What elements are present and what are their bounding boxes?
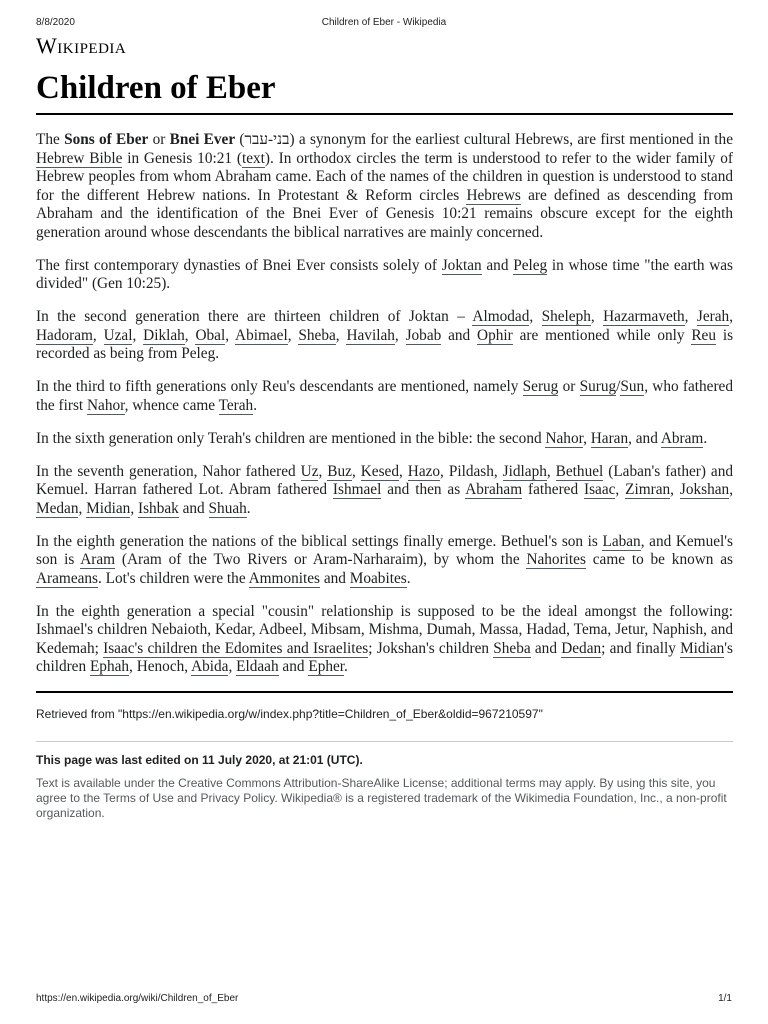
wiki-link[interactable]: Obal [195,326,226,344]
paragraph [36,603,733,677]
text-run: came to be known as [585,551,733,568]
wiki-link[interactable]: Nahor [545,429,584,447]
text-run: , [287,326,299,344]
text-run: , [130,499,138,517]
wiki-link[interactable]: Abram [660,429,704,447]
text-run: and [441,326,478,344]
text-run: , [546,462,556,480]
text-run: , who fathered the first [36,378,733,414]
text-run: , and Kemuel's son is [36,532,733,568]
paragraph [36,257,733,294]
paragraph [36,430,733,449]
wiki-link[interactable]: Peleg [513,256,548,274]
print-url: https://en.wikipedia.org/wiki/Children_of_Eber [36,993,239,1004]
text-run: , [583,429,591,447]
bold-term: Bnei Ever [169,131,236,148]
wiki-link[interactable]: Nahor [86,396,125,414]
wiki-link[interactable]: Sun [620,378,645,395]
wiki-link[interactable]: Uzal [103,326,133,344]
text-run: , [729,308,734,325]
wiki-link[interactable]: Ishbak [138,499,179,517]
text-run: , [529,308,542,325]
text-run: , [684,308,697,325]
wiki-link[interactable]: Jerah [696,308,730,325]
wiki-link[interactable]: Serug [522,378,559,395]
text-run: . [253,396,258,414]
wiki-link[interactable]: Shuah [208,499,247,517]
wiki-link[interactable]: Ammonites [248,569,320,587]
wiki-link[interactable]: Nahorites [526,551,586,568]
text-run: , [225,326,236,344]
text-run: , [78,499,87,517]
wiki-link[interactable]: Abraham [465,481,523,498]
article-body [36,131,733,677]
text-run: . [406,569,411,587]
text-run: and [278,658,309,675]
bold-term: Sons of Eber [64,131,149,148]
text-run: , [184,326,196,344]
wiki-link[interactable]: Midian [680,639,725,657]
text-run: , [351,462,361,480]
wiki-link[interactable]: Medan [36,499,79,517]
text-run: In the third to fifth generations only Reu's descendants are mentioned, namely [36,378,523,395]
text-run: , [318,462,328,480]
text-run: are defined as descending from Abraham and the identification of the Bnei Ever of Genesis 10:21 remains obscure except for the eighth generation around whose descendants the biblical narratives are mainly concerned. [36,186,734,241]
wiki-link[interactable]: Sheleph [541,308,591,325]
wiki-link[interactable]: Abimael [235,326,288,344]
text-run: , [670,481,680,498]
text-run: ). In orthodox circles the term is understood to refer to the wider family of Hebrew peoples from whom Abraham came. Each of the names of the children in question is understood to stand for the different Hebrew nations. In Protestant & Reform circles [36,149,733,204]
paragraph [36,308,733,364]
text-run: , [335,326,347,344]
text-run: is recorded as being from Peleg. [36,326,734,362]
text-run: 's children [36,639,733,675]
license-text: Text is available under the Creative Commons Attribution-ShareAlike License; additional terms may apply. By using this site, you agree to the Terms of Use and Privacy Policy. Wikipedia® is a registered trademark of the Wikimedia Foundation, Inc., a non-profit organization. [36,776,727,821]
wiki-link[interactable]: Jobab [405,326,442,344]
wiki-link[interactable]: Sheba [493,639,531,657]
wiki-link[interactable]: Buz [327,462,352,480]
text-run: in Genesis 10:21 ( [122,149,242,167]
last-edited-text: This page was last edited on 11 July 2020, at 21:01 (UTC). [36,753,363,767]
wiki-link[interactable]: Aram [80,551,116,568]
wiki-link[interactable]: text [241,149,265,167]
text-run: , [132,326,144,344]
article [36,33,733,822]
text-run: (בני-עבר) a synonym for the earliest cultural Hebrews, are first mentioned in the [235,131,733,148]
text-run: In the eighth generation a special "cousin" relationship is supposed to be the ideal amongst the following: Ishmael's children Nebaioth, Kedar, Adbeel, Mibsam, Mishma, Dumah, Massa, Hadad, Tema, Jetur, Naphish, and Kedemah; [36,602,733,657]
text-run: or [558,378,580,395]
text-run: , [92,326,104,344]
wiki-link[interactable]: Laban [602,532,641,550]
paragraph [36,378,733,415]
retrieved-from-text: Retrieved from "https://en.wikipedia.org/w/index.php?title=Children_of_Eber&oldid=967210597" [36,707,543,721]
footer-divider [36,741,733,742]
text-run: , Pildash, [440,462,503,480]
content-divider [36,691,733,693]
text-run: . [703,429,708,447]
text-run: (Laban's father) and Kemuel. Harran fathered Lot. Abram fathered [36,462,734,498]
text-run: are mentioned while only [512,326,692,344]
text-run: and [178,499,209,517]
wiki-link[interactable]: Zimran [625,481,671,498]
text-run: In the second generation there are thirteen children of Joktan – [36,308,473,325]
text-run: , [228,658,237,675]
print-header [36,17,732,31]
wiki-link[interactable]: Hebrew Bible [36,149,123,167]
wiki-link[interactable]: Almodad [472,308,530,325]
wiki-link[interactable]: Reu [691,326,716,344]
text-run: fathered [522,481,584,498]
wiki-link[interactable]: Uz [300,462,319,480]
text-run: or [148,131,170,148]
wiki-link[interactable]: Jokshan [679,481,730,498]
wiki-link[interactable]: Hadoram [36,326,93,344]
text-run: and [481,256,514,274]
wiki-link[interactable]: Kesed [360,462,399,480]
wiki-link[interactable]: Bethuel [555,462,604,480]
paragraph [36,131,733,242]
text-run: , [615,481,626,498]
wiki-link[interactable]: Jidlaph [502,462,547,480]
text-run: ; Jokshan's children [368,639,494,657]
wiki-link[interactable]: Hazarmaveth [603,308,685,325]
text-run: The [36,131,65,148]
text-run: and [320,569,350,587]
wiki-link[interactable]: Arameans [36,569,99,587]
text-run: (Aram of the Two Rivers or Aram-Narharaim), by whom the [115,551,527,568]
text-run: , [729,481,734,498]
paragraph [36,533,733,589]
text-run: In the sixth generation only Terah's children are mentioned in the bible: the second [36,429,546,447]
wiki-link[interactable]: Isaac's children the Edomites and Israelites [103,639,369,657]
wiki-link[interactable]: Moabites [349,569,407,587]
text-run: In the seventh generation, Nahor fathered [36,462,301,480]
text-run: , [590,308,604,325]
text-run: In the eighth generation the nations of the biblical settings finally emerge. Bethuel's son is [36,532,603,550]
wiki-link[interactable]: Diklah [143,326,185,344]
wiki-link[interactable]: Haran [590,429,629,447]
text-run: in whose time "the earth was divided" (Gen 10:25). [36,256,733,292]
text-run: , and [628,429,661,447]
wiki-link[interactable]: Sheba [298,326,336,344]
text-run: ; and finally [601,639,681,657]
wiki-link[interactable]: Abida [191,658,229,675]
wikipedia-logo[interactable]: Wikipedia [36,33,127,58]
text-run: . [344,658,348,675]
wiki-link[interactable]: Midian [86,499,131,517]
wiki-link[interactable]: Eldaah [236,658,279,675]
wiki-link[interactable]: Dedan [561,639,602,657]
text-run: . [246,499,251,517]
wiki-link[interactable]: Hebrews [466,186,521,204]
text-run: / [616,378,621,395]
text-run: , whence came [124,396,219,414]
text-run: , Henoch, [129,658,192,675]
wiki-link[interactable]: Hazo [407,462,441,480]
wiki-link[interactable]: Havilah [346,326,395,344]
wiki-link[interactable]: Ishmael [332,481,382,498]
print-page-number: 1/1 [718,993,732,1004]
text-run: . Lot's children were the [98,569,249,587]
wiki-link[interactable]: Terah [218,396,254,414]
text-run: , [398,462,408,480]
wiki-link[interactable]: Joktan [441,256,482,274]
wiki-link[interactable]: Epher [308,658,345,675]
paragraph [36,463,733,519]
print-date: 8/8/2020 [36,17,75,28]
print-footer [36,993,732,1007]
text-run: and [530,639,562,657]
wiki-link[interactable]: Isaac [584,481,616,498]
wiki-link[interactable]: Ephah [89,658,130,675]
text-run: and then as [381,481,466,498]
page-title: Children of Eber [36,68,733,115]
text-run: The first contemporary dynasties of Bnei Ever consists solely of [36,256,442,274]
text-run: , [394,326,406,344]
print-document-title: Children of Eber - Wikipedia [321,17,447,28]
wiki-link[interactable]: Ophir [477,326,513,344]
wiki-link[interactable]: Surug [579,378,617,395]
